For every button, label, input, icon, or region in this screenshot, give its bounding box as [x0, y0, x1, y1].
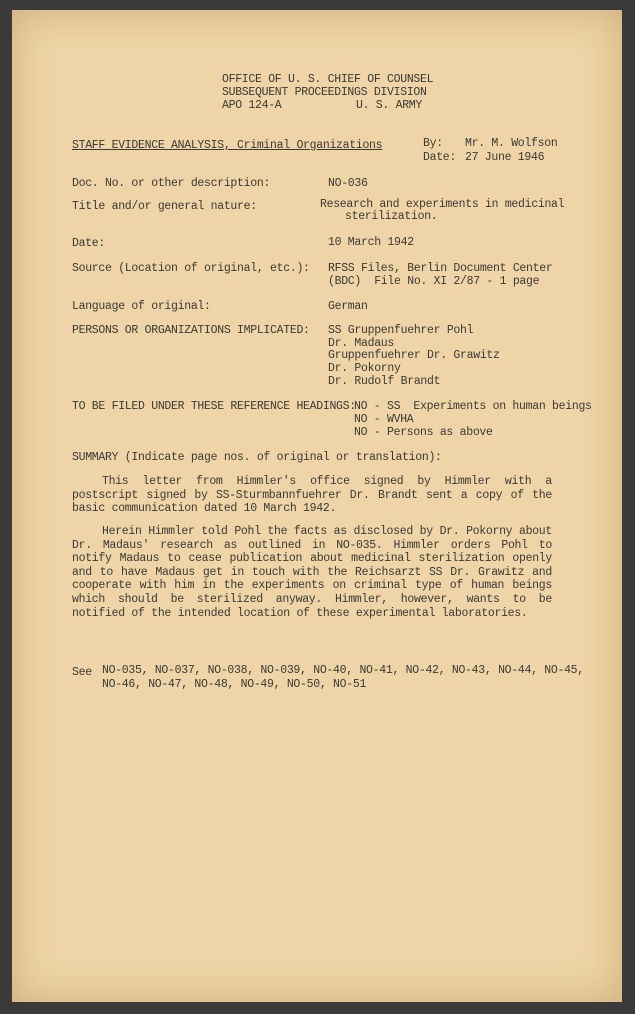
title-value-line1: Research and experiments in medicinal: [320, 198, 565, 211]
see-references-line2: NO-46, NO-47, NO-48, NO-49, NO-50, NO-51: [102, 678, 367, 691]
persons-label: PERSONS OR ORGANIZATIONS IMPLICATED:: [72, 324, 310, 337]
header-army: U. S. ARMY: [356, 99, 423, 112]
see-references-line1: NO-035, NO-037, NO-038, NO-039, NO-40, NO-41, NO-42, NO-43, NO-44, NO-45,: [102, 664, 584, 677]
person-item: Dr. Rudolf Brandt: [328, 375, 441, 388]
headings-label: TO BE FILED UNDER THESE REFERENCE HEADINGS:: [72, 400, 356, 413]
heading-item: NO - SS Experiments on human beings: [354, 400, 592, 413]
by-value: Mr. M. Wolfson: [465, 137, 558, 150]
title-value-line2: sterilization.: [345, 210, 438, 223]
doc-no-label: Doc. No. or other description:: [72, 177, 271, 190]
date-label: Date:: [423, 151, 457, 164]
by-label: By:: [423, 137, 443, 150]
date-field-value: 10 March 1942: [328, 236, 414, 249]
header-apo: APO 124-A: [222, 99, 282, 112]
header-division: SUBSEQUENT PROCEEDINGS DIVISION: [222, 86, 427, 99]
summary-paragraph-1: This letter from Himmler's office signed by Himmler with a postscript signed by SS-Sturmbannfuehrer Dr. Brandt sent a copy of the basic communication dated 10 March 1942.: [72, 475, 552, 516]
person-item: Dr. Madaus: [328, 337, 395, 350]
language-label: Language of original:: [72, 300, 211, 313]
doc-no-value: NO-036: [328, 177, 368, 190]
summary-paragraph-2: Herein Himmler told Pohl the facts as disclosed by Dr. Pokorny about Dr. Madaus' research as outlined in NO-035. Himmler orders Pohl to notify Madaus to cease publication about medicinal sterilization openly and to have Madaus get in touch with the Reichsarzt SS Dr. Grawitz and cooperate with him in the experiments on criminal type of human beings which should be sterilized anyway. Himmler, however, wants to be notified of the intended location of these experimental laboratories.: [72, 525, 552, 620]
source-value-line2: (BDC) File No. XI 2/87 - 1 page: [328, 275, 540, 288]
see-label: See: [72, 666, 92, 679]
date-field-label: Date:: [72, 237, 106, 250]
language-value: German: [328, 300, 368, 313]
heading-item: NO - WVHA: [354, 413, 414, 426]
doc-title: STAFF EVIDENCE ANALYSIS, Criminal Organizations: [72, 139, 383, 152]
summary-label: SUMMARY (Indicate page nos. of original or translation):: [72, 451, 442, 464]
source-label: Source (Location of original, etc.):: [72, 262, 310, 275]
heading-item: NO - Persons as above: [354, 426, 493, 439]
person-item: SS Gruppenfuehrer Pohl: [328, 324, 474, 337]
person-item: Gruppenfuehrer Dr. Grawitz: [328, 349, 500, 362]
header-office: OFFICE OF U. S. CHIEF OF COUNSEL: [222, 73, 434, 86]
title-label: Title and/or general nature:: [72, 200, 257, 213]
person-item: Dr. Pokorny: [328, 362, 401, 375]
source-value-line1: RFSS Files, Berlin Document Center: [328, 262, 553, 275]
date-value: 27 June 1946: [465, 151, 545, 164]
